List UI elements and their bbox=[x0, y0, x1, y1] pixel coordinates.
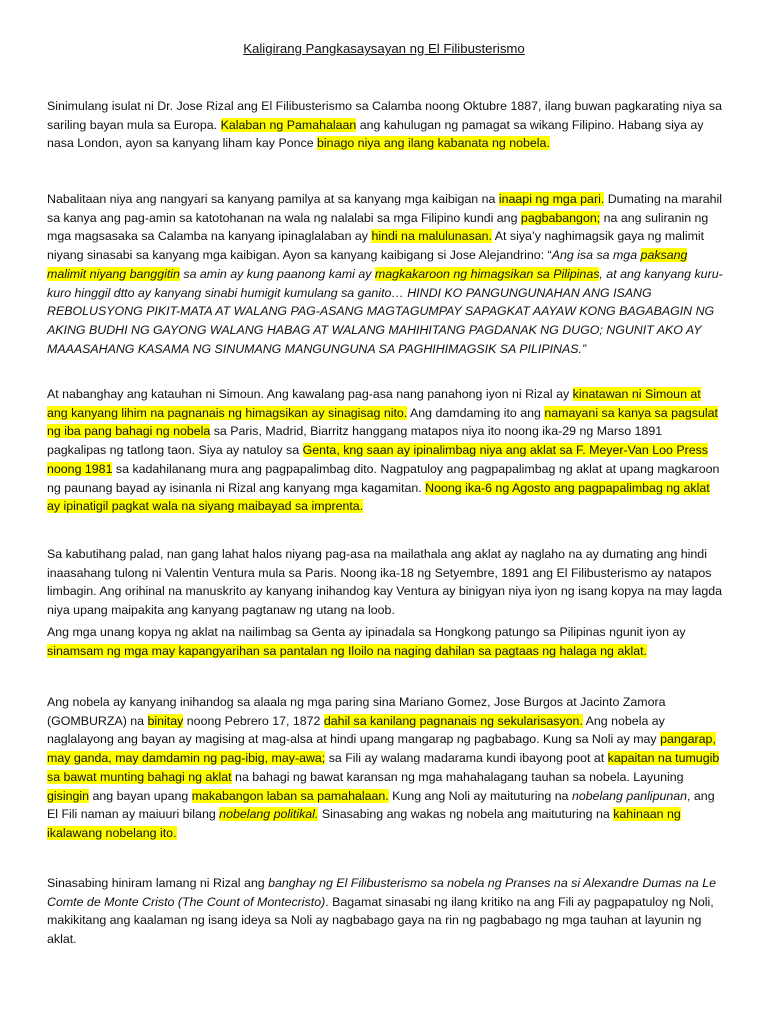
text-segment: nobelang panlipunan bbox=[571, 788, 688, 803]
text-segment: At siya’y naghimagsik gaya ng malimit niyang sinasabi sa kanyang mga kaibigan. Ayon sa kanyang kaibigang si Jose Alejandrino: “ bbox=[47, 229, 705, 263]
paragraph-7 bbox=[47, 874, 723, 949]
highlighted-text: binitay bbox=[147, 713, 184, 728]
highlighted-text: namayani sa kanya sa pagsulat ng iba pang bahagi ng nobela bbox=[47, 405, 718, 439]
highlighted-text: makabangon laban sa pamahalaan. bbox=[191, 788, 389, 803]
paragraph-4 bbox=[47, 545, 723, 620]
text-segment: Kung ang Noli ay maituturing na bbox=[388, 788, 572, 803]
text-segment: Ang damdaming ito ang bbox=[407, 405, 545, 420]
document-title: Kaligirang Pangkasaysayan ng El Filibusterismo bbox=[243, 41, 525, 56]
text-segment: Sinasabing ang wakas ng nobela ang maituturing na bbox=[318, 807, 614, 822]
highlighted-text: pangarap, may ganda, may damdamin ng pag-ibig, may-awa; bbox=[47, 732, 716, 766]
text-segment: sa amin ay kung paanong kami ay bbox=[179, 266, 375, 281]
text-segment: sa kadahilanang mura ang pagpapalimbag dito. Nagpatuloy ang pagpapalimbag ng aklat at upang magkaroon ng paunang bayad ay isinanla ni Rizal ang kanyang mga kagamitan. bbox=[47, 461, 720, 495]
text-segment: na ang suliranin ng mga magsasaka sa Calamba na kanyang ipinaglalaban ay bbox=[47, 210, 709, 244]
text-segment: Sinasabing hiniram lamang ni Rizal ang bbox=[47, 876, 269, 890]
text-segment: Dumating na marahil sa kanya ang pag-amin sa katotohanan na wala ng nalalabi sa mga Filipino kundi ang bbox=[47, 192, 723, 225]
highlighted-text: Genta, kng saan ay ipinalimbag niya ang aklat sa F. Meyer-Van Loo Press noong 1981 bbox=[47, 443, 709, 476]
text-segment: Sinimulang isulat ni Dr. Jose Rizal ang El Filibusterismo sa Calamba noong Oktubre 1887, ilang buwan pagkarating niya sa sariling bayan mula sa Europa. bbox=[47, 99, 722, 132]
highlighted-text: kahinaan ng ikalawang nobelang ito. bbox=[47, 807, 681, 840]
text-segment: , at ang kanyang kuru-kuro hinggil dtto ay kanyang sinabi humigit kumulang sa ganito… HINDI KO PANGUNGUNAHAN ANG ISANG REBOLUSYONG PIKIT-MATA AT WALANG PAG-ASANG MAGTAGUMPAY SAPAGKAT AAYAW KONG BAGABAGIN NG AKING BUDHI NG GAYONG WALANG HABAG AT WALANG MAHIHITANG PAGDANAK NG DUGO; NGUNIT AKO AY MAAASAHANG KASAMA NG SINUMANG MANGUNGUNA SA PAGHIHIMAGSIK SA PILIPINAS.” bbox=[47, 266, 723, 356]
text-segment: sa Paris, Madrid, Biarritz hanggang matapos niya ito noong ika-29 ng Marso 1891 pagkalipas ng tatlong taon. Siya ay natuloy sa bbox=[47, 424, 663, 458]
text-segment: . Bagamat sinasabi ng ilang kritiko na ang Fili ay pagpapatuloy ng Noli, makikitang ang kaalaman ng isang ideya sa Noli ay nagbabago gaya na rin ng pagbabago ng mga tauhan at layunin ng aklat. bbox=[47, 894, 714, 947]
highlighted-text: sinamsam ng mga may kapangyarihan sa pantalan ng Iloilo na naging dahilan sa pagtaas ng halaga ng aklat. bbox=[47, 643, 647, 658]
text-segment: banghay ng El Filibusterismo sa nobela ng Pranses na si Alexandre Dumas na Le Comte de Monte Cristo (The Count of Montecristo) bbox=[47, 876, 717, 909]
highlighted-text: Noong ika-6 ng Agosto ang pagpapalimbag ng aklat ay ipinatigil pagkat wala na siyang maibayad sa imprenta. bbox=[47, 480, 710, 514]
highlighted-text: gisingin bbox=[47, 788, 90, 803]
highlighted-text: hindi na malulunasan. bbox=[371, 229, 492, 244]
text-segment: Ang isa sa mga bbox=[551, 248, 641, 263]
text-segment: At nabanghay ang katauhan ni Simoun. Ang kawalang pag-asa nang panahong iyon ni Rizal ay bbox=[47, 387, 573, 401]
paragraph-6 bbox=[47, 693, 723, 843]
text-segment: Nabalitaan niya ang nangyari sa kanyang pamilya at sa kanyang mga kaibigan na bbox=[47, 192, 499, 206]
highlighted-text: pagbabangon; bbox=[520, 210, 601, 225]
highlighted-text: magkakaroon ng himagsikan sa Pilipinas bbox=[374, 266, 600, 281]
highlighted-text: paksang malimit niyang banggitin bbox=[47, 248, 688, 281]
highlighted-text: Kalaban ng Pamahalaan bbox=[220, 117, 357, 132]
text-segment: Ang mga unang kopya ng aklat na nailimbag sa Genta ay ipinadala sa Hongkong patungo sa Pilipinas ngunit iyon ay bbox=[47, 625, 686, 639]
text-segment: Ang nobela ay kanyang inihandog sa alaala ng mga paring sina Mariano Gomez, Jose Burgos at Jacinto Zamora (GOMBURZA) na bbox=[47, 695, 666, 728]
text-segment: Sa kabutihang palad, nan gang lahat halos niyang pag-asa na mailathala ang aklat ay naglaho na ay dumating ang hindi inaasahang tulong ni Valentin Ventura mula sa Paris. Noong ika-18 ng Setyembre, 1891 ang El Filibusterismo ay natapos limbagin. Ang orihinal na manuskrito ay kanyang inihandog kay Ventura ay binigyan niya iyon ng isang kopya na may lagda niya upang maipakita ang kanyang pagtanaw ng utang na loob. bbox=[47, 547, 723, 618]
text-segment: , ang El Fili naman ay maiuuri bilang bbox=[47, 788, 715, 822]
highlighted-text: inaapi ng mga pari. bbox=[498, 192, 605, 206]
paragraph-1 bbox=[47, 97, 723, 153]
highlighted-text: nobelang politikal. bbox=[219, 807, 319, 822]
text-segment: Ang nobela ay naglalayong ang bayan ay magising at mag-alsa at hindi upang mangarap ng pagbabago. Kung sa Noli ay may bbox=[47, 713, 665, 747]
text-segment: noong Pebrero 17, 1872 bbox=[183, 713, 324, 728]
paragraph-2 bbox=[47, 190, 723, 358]
text-segment: ang kahulugan ng pamagat sa wikang Filipino. Habang siya ay nasa London, ayon sa kanyang liham kay Ponce bbox=[47, 117, 704, 151]
text-segment: sa Fili ay walang madarama kundi ibayong poot at bbox=[325, 751, 608, 766]
highlighted-text: binago niya ang ilang kabanata ng nobela. bbox=[317, 136, 550, 151]
paragraph-3 bbox=[47, 385, 723, 516]
text-segment: na bahagi ng bawat karansan ng mga mahahalagang tauhan sa nobela. Layuning bbox=[231, 769, 684, 784]
paragraph-5 bbox=[47, 623, 723, 660]
highlighted-text: kinatawan ni Simoun at ang kanyang lihim na pagnanais ng himagsikan ay sinagisag nito. bbox=[47, 387, 701, 420]
text-segment: ang bayan upang bbox=[89, 788, 192, 803]
highlighted-text: kapaitan na tumugib sa bawat munting bahagi ng aklat bbox=[47, 751, 720, 784]
highlighted-text: dahil sa kanilang pagnanais ng sekularisasyon. bbox=[323, 713, 583, 728]
